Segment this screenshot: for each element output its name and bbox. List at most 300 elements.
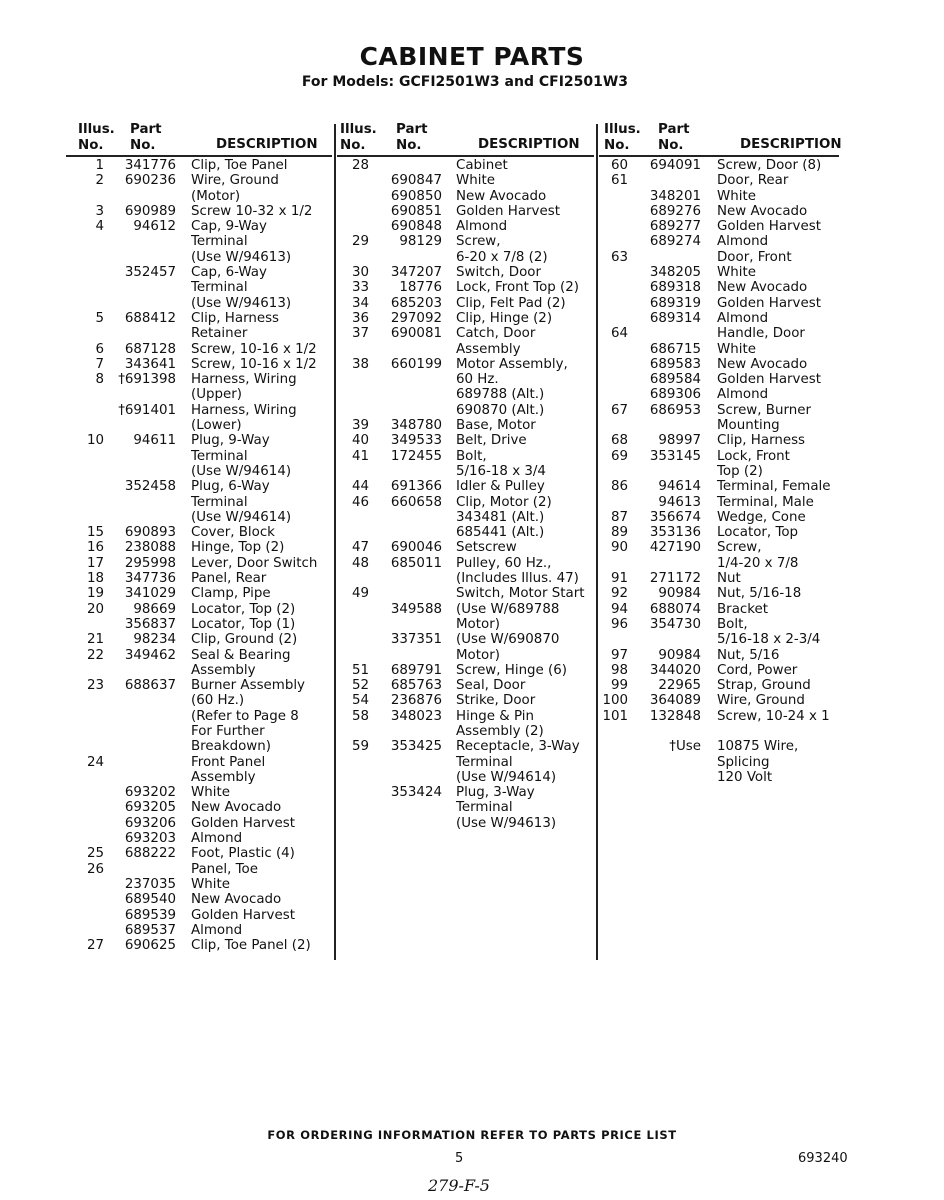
illus-number: 41 [351,448,369,464]
illus-number [66,693,104,708]
illus-number [66,326,104,341]
ordering-info-footer: FOR ORDERING INFORMATION REFER TO PARTS PRICE LIST [267,1128,677,1142]
table-row [338,648,594,663]
part-number: 689274 [649,234,701,250]
parts-column-3 [600,122,850,785]
part-number: 94611 [133,433,176,449]
table-row [66,250,334,265]
part-description: Screw, [717,540,762,556]
part-description: Strike, Door [456,693,536,709]
illus-number [338,602,369,617]
part-number [104,189,176,204]
illus-number [66,816,104,831]
table-row [338,311,594,326]
table-row [66,648,334,663]
column-header [66,122,334,156]
table-row [600,189,850,204]
table-row [66,449,334,464]
part-number [104,724,176,739]
part-number: 690848 [390,219,442,235]
part-description: Top (2) [717,463,763,479]
table-row [600,693,850,708]
illus-number: 99 [610,678,628,694]
part-header [396,122,428,154]
part-description: Plug, 3-Way [456,785,535,801]
table-row [600,418,850,433]
illus-number [600,280,628,295]
part-description: Screw 10-32 x 1/2 [191,203,313,219]
part-number: 689314 [649,310,701,326]
table-row [600,433,850,448]
illus-header [604,122,641,154]
table-row [338,617,594,632]
part-number: 353424 [390,785,442,801]
illus-number: 51 [351,662,369,678]
part-number [104,250,176,265]
table-row [66,663,334,678]
part-number [628,250,701,265]
illus-number [66,739,104,754]
part-number [104,296,176,311]
part-description: Locator, Top [717,525,799,541]
table-row [338,510,594,525]
table-row [600,632,850,647]
table-row [66,678,334,693]
part-description: Wire, Ground [191,173,279,189]
illus-number: 48 [351,555,369,571]
illus-number: 61 [610,173,628,189]
part-number [628,418,701,433]
illus-header [78,122,115,154]
part-description: Golden Harvest [717,219,821,235]
illus-number [338,510,369,525]
part-number [369,525,442,540]
illus-number [338,571,369,586]
column-divider [596,124,598,960]
illus-number: 49 [351,586,369,602]
header-rule [337,155,594,157]
part-description: Nut, 5/16 [717,647,780,663]
part-number: 337351 [390,632,442,648]
table-row [66,693,334,708]
part-number: 132848 [649,708,701,724]
illus-number: 91 [610,571,628,587]
description-header: DESCRIPTION [216,137,318,152]
part-description: Terminal, Female [717,479,831,495]
part-description: (Use W/94613) [191,249,292,265]
part-description: Hinge, Top (2) [191,540,285,556]
part-description: Receptacle, 3-Way [456,739,580,755]
table-row [66,204,334,219]
illus-number: 101 [602,708,628,724]
part-header [658,122,690,154]
table-row [66,586,334,601]
illus-number [600,342,628,357]
table-row [66,556,334,571]
illus-number [338,464,369,479]
part-number: 689791 [390,662,442,678]
illus-number: 7 [95,356,104,372]
part-number [104,418,176,433]
part-number [369,800,442,815]
header-rule [599,155,839,157]
illus-number: 64 [610,326,628,342]
part-description: Plug, 9-Way [191,433,270,449]
description-header: DESCRIPTION [740,137,842,152]
table-row [66,418,334,433]
illus-number [338,219,369,234]
part-description: Foot, Plastic (4) [191,846,295,862]
table-row [66,525,334,540]
table-row [66,311,334,326]
part-number [104,280,176,295]
illus-number [600,357,628,372]
part-number: 689319 [649,295,701,311]
table-row [600,709,850,724]
illus-number [338,173,369,188]
part-number [104,495,176,510]
illus-header-label: Illus. [604,122,641,137]
illus-number [338,632,369,647]
illus-number [600,387,628,402]
part-number [369,617,442,632]
table-row [338,296,594,311]
part-number: 271172 [649,571,701,587]
table-row [338,449,594,464]
table-row [600,296,850,311]
part-number [369,510,442,525]
illus-number: 94 [610,601,628,617]
part-description: New Avocado [717,280,808,296]
illus-number [600,556,628,571]
part-description: Terminal [456,754,513,770]
illus-number [338,800,369,815]
part-description: Golden Harvest [717,295,821,311]
part-description: Idler & Pulley [456,479,545,495]
part-number [369,342,442,357]
part-description: Terminal, Male [717,494,814,510]
illus-number: 18 [86,571,104,587]
part-header-no: No. [658,138,684,153]
illus-number [66,495,104,510]
part-description: Terminal [456,800,513,816]
part-number [369,648,442,663]
handwritten-note: 279-F-5 [428,1176,490,1195]
part-number: †691398 [118,372,176,388]
part-number: 693205 [124,800,176,816]
illus-number: 52 [351,678,369,694]
table-row [66,158,334,173]
table-row [66,831,334,846]
part-description: (Use W/690870 [456,632,560,648]
table-row [66,862,334,877]
table-row [66,173,334,188]
part-description: Locator, Top (1) [191,616,296,632]
parts-rows [338,158,594,831]
part-description: Almond [717,234,769,250]
table-row [338,540,594,555]
illus-number: 63 [610,249,628,265]
parts-rows [600,158,850,785]
table-row [66,372,334,387]
table-row [66,495,334,510]
part-number [628,326,701,341]
illus-number [600,204,628,219]
table-row [338,250,594,265]
illus-header-label: Illus. [78,122,115,137]
table-row [600,357,850,372]
part-number: 344020 [649,662,701,678]
illus-number [66,770,104,785]
table-row [66,816,334,831]
illus-header-label: Illus. [340,122,377,137]
part-number [104,770,176,785]
part-number [104,387,176,402]
part-description: (Use W/94613) [191,295,292,311]
part-number [628,724,701,739]
part-number: 348023 [390,708,442,724]
part-number: 690625 [124,938,176,954]
illus-number: 87 [610,509,628,525]
part-number: 693206 [124,815,176,831]
part-description: Motor) [456,616,500,632]
part-description: (Motor) [191,188,241,204]
part-number: †691401 [118,402,176,418]
part-number: 353145 [649,448,701,464]
part-description: White [191,785,230,801]
table-row [66,479,334,494]
part-number [628,755,701,770]
part-description: New Avocado [191,892,282,908]
table-row [66,540,334,555]
part-description: Screw, 10-24 x 1 [717,708,830,724]
part-description: White [456,173,495,189]
illus-number [66,265,104,280]
table-row [66,602,334,617]
part-number: 172455 [390,448,442,464]
part-number: 347207 [390,265,442,281]
illus-number: 86 [610,479,628,495]
table-row [338,387,594,402]
column-header [338,122,594,156]
part-description: Locator, Top (2) [191,601,296,617]
table-row [66,709,334,724]
part-description: White [717,265,756,281]
illus-number [600,189,628,204]
part-number [104,234,176,249]
illus-number: 54 [351,693,369,709]
part-description: (Use W/94614) [191,509,292,525]
table-row [66,280,334,295]
table-row [600,158,850,173]
table-row [338,464,594,479]
part-number: 690851 [390,203,442,219]
table-row [66,755,334,770]
illus-number: 26 [86,861,104,877]
illus-number [600,495,628,510]
table-row [338,357,594,372]
part-description: Cap, 9-Way [191,219,267,235]
part-number: 690893 [124,525,176,541]
table-row [66,510,334,525]
table-row [338,586,594,601]
part-description: 690870 (Alt.) [456,402,545,418]
illus-number: 16 [86,540,104,556]
illus-number [338,403,369,418]
illus-number [600,311,628,326]
parts-column-1 [66,122,334,953]
part-description: Mounting [717,418,780,434]
part-description: (Use W/94614) [456,769,557,785]
table-row [66,265,334,280]
part-description: Clamp, Pipe [191,586,271,602]
part-description: (Lower) [191,418,242,434]
part-number: 688637 [124,678,176,694]
part-description: Breakdown) [191,739,271,755]
part-number [369,464,442,479]
illus-number [338,770,369,785]
table-row [600,204,850,219]
illus-number: 38 [351,356,369,372]
part-number: 341776 [124,158,176,173]
part-number [628,770,701,785]
table-row [338,372,594,387]
table-row [66,234,334,249]
table-row [66,387,334,402]
part-description [701,724,850,739]
part-description: (Includes Illus. 47) [456,571,579,587]
table-row [338,632,594,647]
part-number: 98234 [133,632,176,648]
table-row [600,464,850,479]
part-description: Cabinet [456,158,508,173]
part-description: Panel, Rear [191,571,267,587]
illus-number [600,234,628,249]
part-number: 688222 [124,846,176,862]
part-description: Nut, 5/16-18 [717,586,802,602]
part-number [369,387,442,402]
part-description: Lock, Front [717,448,790,464]
part-number: 689537 [124,922,176,938]
illus-number: 58 [351,708,369,724]
part-number: 98129 [399,234,442,250]
illus-number: 6 [95,341,104,357]
table-row [66,219,334,234]
table-row [600,479,850,494]
table-row [66,357,334,372]
table-row [66,892,334,907]
part-description: Bracket [717,601,769,617]
illus-number [66,296,104,311]
part-header-label: Part [130,122,162,137]
part-number: 689584 [649,372,701,388]
part-number [628,464,701,479]
part-number: 90984 [658,647,701,663]
illus-number: 97 [610,647,628,663]
part-number [104,693,176,708]
illus-number [66,250,104,265]
part-number: 691366 [390,479,442,495]
table-row [66,326,334,341]
table-row [600,571,850,586]
part-description: Almond [717,310,769,326]
illus-number: 8 [95,372,104,388]
part-number: 352458 [124,479,176,495]
illus-number: 67 [610,402,628,418]
table-row [66,770,334,785]
illus-number: 68 [610,433,628,449]
part-description: 1/4-20 x 7/8 [717,555,799,571]
illus-number [338,387,369,402]
part-number [369,816,442,831]
illus-number: 24 [86,754,104,770]
part-number: †Use [669,739,701,755]
part-number: 94613 [658,494,701,510]
table-row [338,403,594,418]
table-row [66,785,334,800]
part-description: Screw, [456,234,501,250]
table-row [338,770,594,785]
part-description: Terminal [191,448,248,464]
part-description: Clip, Ground (2) [191,632,298,648]
illus-number [66,923,104,938]
table-row [66,923,334,938]
table-row [66,938,334,953]
part-number: 349588 [390,601,442,617]
part-description: Setscrew [456,540,517,556]
illus-number [66,403,104,418]
illus-number [338,755,369,770]
part-description: Assembly [191,662,256,678]
part-number [628,173,701,188]
illus-header [340,122,377,154]
part-description: Base, Motor [456,418,536,434]
part-description: Wire, Ground [717,693,805,709]
part-description: Terminal [191,234,248,250]
part-number [369,250,442,265]
part-description: Nut [717,571,741,587]
illus-number [338,372,369,387]
illus-number [66,449,104,464]
illus-number [66,800,104,815]
part-description: Golden Harvest [191,907,295,923]
part-number: 693203 [124,831,176,847]
part-number: 689276 [649,203,701,219]
table-row [338,173,594,188]
illus-number: 23 [86,678,104,694]
part-description: (Refer to Page 8 [191,708,299,724]
illus-number: 46 [351,494,369,510]
illus-number [600,296,628,311]
part-description: 5/16-18 x 3/4 [456,463,546,479]
part-number [104,739,176,754]
part-number: 98997 [658,433,701,449]
illus-number [66,280,104,295]
table-row [338,525,594,540]
part-description: Door, Rear [717,173,789,189]
part-description: Assembly (2) [456,723,544,739]
part-description: (Upper) [191,387,242,403]
part-description: Hinge & Pin [456,708,534,724]
illus-number [66,510,104,525]
part-number [369,372,442,387]
part-number: 356674 [649,509,701,525]
table-row [600,540,850,555]
part-header [130,122,162,154]
part-description: New Avocado [717,203,808,219]
illus-number [338,189,369,204]
part-number: 349533 [390,433,442,449]
